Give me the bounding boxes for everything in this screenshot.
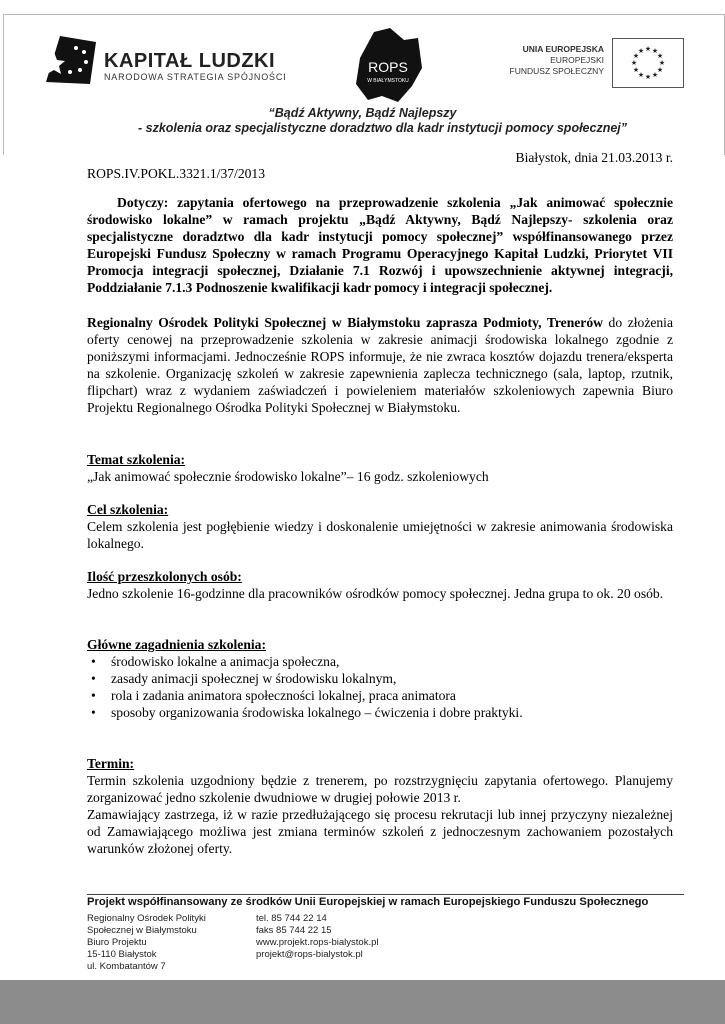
count-heading: Ilość przeszkolonych osób: bbox=[87, 569, 242, 584]
topic-heading: Temat szkolenia: bbox=[87, 452, 186, 467]
list-item: • sposoby organizowania środowiska lokalnego – ćwiczenia i dobre praktyki. bbox=[111, 704, 673, 721]
subject-paragraph: Dotyczy: zapytania ofertowego na przeprowadzenie szkolenia „Jak animować społecznie środowisko lokalne” w ramach projektu „Bądź Aktywny, Bądź Najlepszy- szkolenia oraz specjalistyczne doradztwo dla kadr instytucji pomocy społecznej” współfinansowanego przez Europejski Fundusz Społeczny w ramach Programu Operacyjnego Kapitał Ludzki, Priorytet VII Promocja integracji społecznej, Działanie 7.1 Rozwój i upowszechnienie aktywnej integracji, Poddziałanie 7.1.3 Podnoszenie kwalifikacji kadr pomocy i integracji społecznej. bbox=[87, 195, 673, 295]
svg-text:★: ★ bbox=[658, 59, 666, 67]
eu-label-line3: FUNDUSZ SPOŁECZNY bbox=[509, 66, 604, 76]
goal-text: Celem szkolenia jest pogłębienie wiedzy i doskonalenie umiejętności w zakresie animowania środowiska lokalnego. bbox=[87, 519, 673, 551]
footer-address bbox=[87, 913, 206, 973]
term-heading: Termin: bbox=[87, 756, 135, 771]
project-slogan bbox=[0, 106, 725, 135]
svg-text:★: ★ bbox=[632, 52, 640, 60]
slogan-line-1: “Bądź Aktywny, Bądź Najlepszy bbox=[268, 106, 457, 120]
footer-address-line: ul. Kombatantów 7 bbox=[87, 961, 166, 972]
svg-text:★: ★ bbox=[644, 45, 652, 53]
list-item: • rola i zadania animatora społeczności lokalnej, praca animatora bbox=[111, 687, 673, 704]
svg-text:★: ★ bbox=[630, 59, 638, 67]
footer-fax: faks 85 744 22 15 bbox=[256, 925, 332, 936]
issues-heading: Główne zagadnienia szkolenia: bbox=[87, 637, 266, 652]
footer-address-line: Społecznej w Białymstoku bbox=[87, 925, 197, 936]
eu-label-line1: UNIA EUROPEJSKA bbox=[522, 44, 604, 54]
kapital-ludzki-subtitle: NARODOWA STRATEGIA SPÓJNOŚCI bbox=[104, 72, 287, 82]
footer-phone: tel. 85 744 22 14 bbox=[256, 913, 327, 924]
rops-logo-subtext: W BIAŁYMSTOKU bbox=[367, 78, 409, 84]
svg-text:★: ★ bbox=[632, 66, 640, 74]
kapital-ludzki-logo-icon bbox=[40, 28, 100, 88]
eu-label bbox=[498, 44, 604, 77]
term-text: Termin szkolenia uzgodniony będzie z trenerem, po rozstrzygnięciu zapytania ofertowego. Planujemy zorganizować jedno szkolenie dwudniowe w drugiej połowie 2013 r. bbox=[87, 773, 673, 805]
goal-heading: Cel szkolenia: bbox=[87, 502, 169, 517]
footer-address-line: Regionalny Ośrodek Polityki bbox=[87, 913, 206, 924]
eu-label-line2: EUROPEJSKI bbox=[550, 55, 604, 65]
term-text-2: Zamawiający zastrzega, iż w razie przedłużającego się procesu rekrutacji lub innej przyczyny niezależnej od Zamawiającego możliwa jest zmiana terminów szkoleń z jednoczesnym zachowaniem pozostałych warunków złożonej oferty. bbox=[87, 807, 673, 856]
slogan-line-2: - szkolenia oraz specjalistyczne doradztwo dla kadr instytucji pomocy społecznej” bbox=[137, 120, 628, 135]
intro-bold-text: Regionalny Ośrodek Polityki Społecznej w Białymstoku zaprasza Podmioty, Trenerów bbox=[87, 315, 603, 330]
document-reference: ROPS.IV.POKL.3321.1/37/2013 bbox=[87, 166, 266, 181]
rops-logo-text: ROPS bbox=[368, 59, 408, 75]
footer-address-line: Biuro Projektu bbox=[87, 937, 147, 948]
letterhead bbox=[0, 0, 725, 158]
goal-section bbox=[87, 501, 673, 552]
list-item: • środowisko lokalne a animacja społeczna, bbox=[111, 653, 673, 670]
issues-list bbox=[87, 653, 673, 721]
svg-text:★: ★ bbox=[656, 66, 664, 74]
issues-section bbox=[87, 636, 673, 721]
document-date: Białystok, dnia 21.03.2013 r. bbox=[515, 150, 673, 165]
svg-text:★: ★ bbox=[637, 71, 645, 79]
footer-divider bbox=[87, 894, 684, 895]
kapital-ludzki-title: KAPITAŁ LUDZKI bbox=[104, 50, 276, 72]
topic-section bbox=[87, 451, 673, 485]
eu-flag-icon bbox=[612, 38, 684, 88]
intro-text: do złożenia oferty cenowej na przeprowadzenie szkolenia w zakresie animacji środowiska lokalnego zgodnie z poniższymi informacjami. Jednocześnie ROPS informuje, że nie zwraca kosztów dojazdu trenera/eksperta na szkolenie. Organizację szkoleń w zakresie zapewnienia zaplecza technicznego (sala, laptop, rzutnik, flipchart) wraz z wydaniem zaświadczeń i powieleniem materiałów szkoleniowych zapewnia Biuro Projektu Regionalnego Ośrodka Polityki Społecznej w Białymstoku. bbox=[87, 315, 673, 415]
footer-website: www.projekt.rops-bialystok.pl bbox=[256, 937, 379, 948]
list-item: • zasady animacji społecznej w środowisku lokalnym, bbox=[111, 670, 673, 687]
footer-contact bbox=[256, 913, 379, 961]
count-text: Jedno szkolenie 16-godzinne dla pracowników ośrodków pomocy społecznej. Jedna grupa to ok. 20 osób. bbox=[87, 586, 664, 601]
svg-text:★: ★ bbox=[651, 71, 659, 79]
count-section bbox=[87, 568, 673, 602]
svg-text:★: ★ bbox=[651, 47, 659, 55]
svg-text:★: ★ bbox=[644, 73, 652, 81]
footer-bar bbox=[0, 980, 725, 1024]
rops-logo-icon bbox=[352, 28, 424, 103]
footer-email: projekt@rops-bialystok.pl bbox=[256, 949, 363, 960]
footer-address-line: 15-110 Białystok bbox=[87, 949, 157, 960]
term-section bbox=[87, 755, 673, 857]
svg-text:★: ★ bbox=[637, 47, 645, 55]
svg-text:★: ★ bbox=[656, 52, 664, 60]
topic-text: „Jak animować społecznie środowisko lokalne”– 16 godz. szkoleniowych bbox=[87, 469, 489, 484]
footer-title: Projekt współfinansowany ze środków Unii Europejskiej w ramach Europejskiego Funduszu Społecznego bbox=[87, 896, 649, 908]
intro-paragraph bbox=[87, 314, 673, 416]
